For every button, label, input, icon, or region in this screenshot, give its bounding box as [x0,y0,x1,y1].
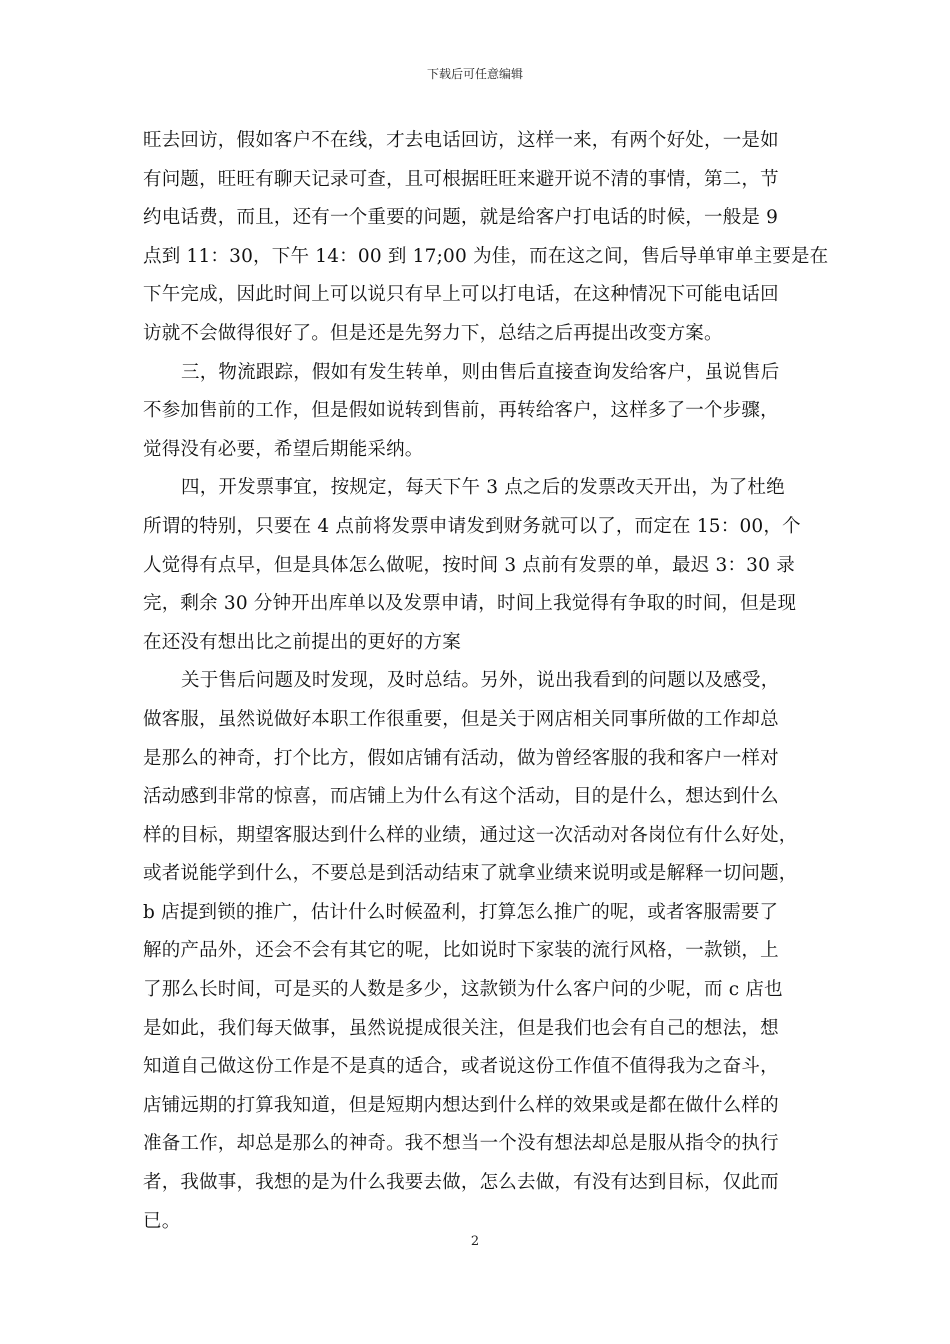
text-line: 点到 11：30，下午 14：00 到 17;00 为佳，而在这之间，售后导单审单主要是在 [143,245,829,267]
text-line: 店铺远期的打算我知道，但是短期内想达到什么样的效果或是都在做什么样的 [143,1094,779,1116]
text-line: 或者说能学到什么，不要总是到活动结束了就拿业绩来说明或是解释一切问题， [143,863,798,885]
text-line: 者，我做事，我想的是为什么我要去做，怎么去做，有没有达到目标，仅此而 [143,1172,779,1194]
text-line: 所谓的特别，只要在 4 点前将发票申请发到财务就可以了，而定在 15：00，个 [143,515,801,537]
text-line: 做客服，虽然说做好本职工作很重要，但是关于网店相关同事所做的工作却总 [143,708,779,730]
text-line: 是如此，我们每天做事，虽然说提成很关注，但是我们也会有自己的想法，想 [143,1017,779,1039]
text-line: 旺去回访，假如客户不在线，才去电话回访，这样一来，有两个好处，一是如 [143,130,779,151]
text-line: 准备工作，却总是那么的神奇。我不想当一个没有想法却总是服从指令的执行 [143,1133,779,1155]
text-line: 三，物流跟踪，假如有发生转单，则由售后直接查询发给客户，虽说售后 [181,361,780,383]
text-line: 知道自己做这份工作是不是真的适合，或者说这份工作值不值得我为之奋斗， [143,1056,779,1078]
page-number: 2 [470,1234,480,1249]
text-line: 下午完成，因此时间上可以说只有早上可以打电话，在这种情况下可能电话回 [143,284,779,306]
document-body [143,122,829,1241]
page-header: 下载后可任意编辑 [426,67,523,81]
text-line: 解的产品外，还会不会有其它的呢，比如说时下家装的流行风格，一款锁，上 [143,940,779,962]
text-line: 四，开发票事宜，按规定，每天下午 3 点之后的发票改天开出，为了杜绝 [181,477,785,499]
text-line: 已。 [143,1210,181,1232]
text-line: 访就不会做得很好了。但是还是先努力下，总结之后再提出改变方案。 [143,322,723,344]
text-line: b 店提到锁的推广，估计什么时候盈利，打算怎么推广的呢，或者客服需要了 [143,901,779,923]
text-line: 有问题，旺旺有聊天记录可查，且可根据旺旺来避开说不清的事情，第二，节 [143,168,779,190]
text-line: 了那么长时间，可是买的人数是多少，这款锁为什么客户问的少呢，而 c 店也 [143,979,783,1001]
text-line: 在还没有想出比之前提出的更好的方案 [143,631,461,653]
text-line: 不参加售前的工作，但是假如说转到售前，再转给客户，这样多了一个步骤， [143,400,779,422]
text-line: 觉得没有必要，希望后期能采纳。 [143,438,424,460]
text-line: 完，剩余 30 分钟开出库单以及发票申请，时间上我觉得有争取的时间，但是现 [143,593,797,615]
text-line: 关于售后问题及时发现，及时总结。另外，说出我看到的问题以及感受， [181,670,780,692]
text-line: 样的目标，期望客服达到什么样的业绩，通过这一次活动对各岗位有什么好处， [143,824,798,846]
text-line: 是那么的神奇，打个比方，假如店铺有活动，做为曾经客服的我和客户一样对 [143,747,779,769]
text-line: 约电话费，而且，还有一个重要的问题，就是给客户打电话的时候，一般是 9 [143,207,779,229]
text-line: 活动感到非常的惊喜，而店铺上为什么有这个活动，目的是什么，想达到什么 [143,786,779,808]
text-line: 人觉得有点早，但是具体怎么做呢，按时间 3 点前有发票的单，最迟 3：30 录 [143,554,795,576]
